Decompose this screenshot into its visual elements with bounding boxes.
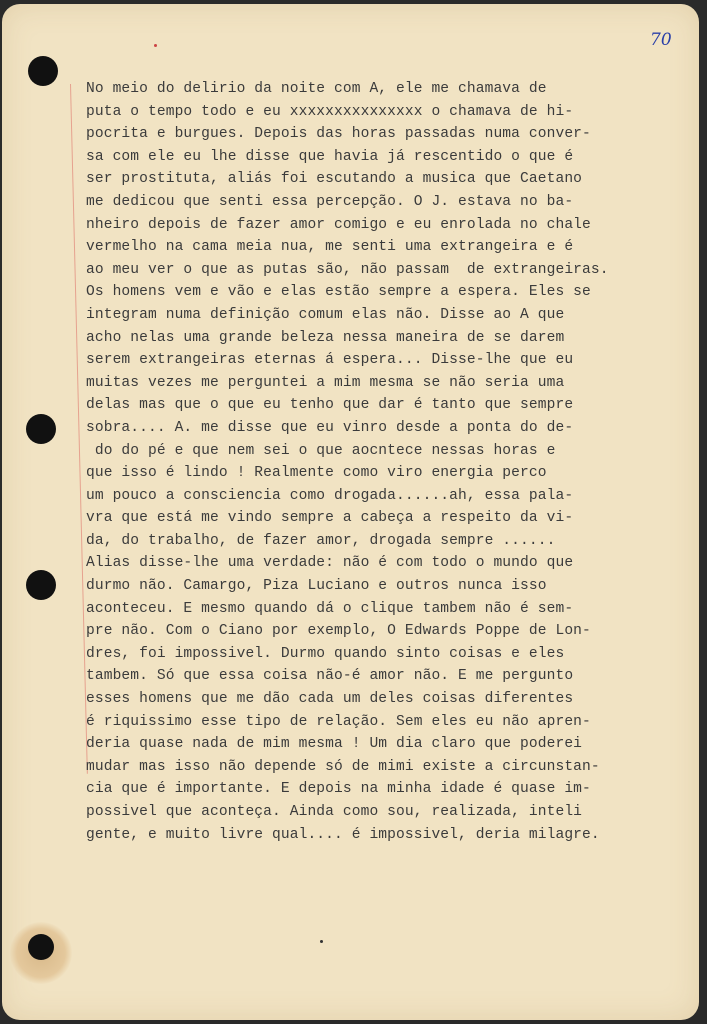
text-line: acho nelas uma grande beleza nessa maneira de se darem (86, 329, 565, 346)
punch-hole-top (28, 56, 58, 86)
text-line: que isso é lindo ! Realmente como viro energia perco (86, 465, 547, 482)
text-line: pre não. Com o Ciano por exemplo, O Edwards Poppe de Lon- (86, 623, 591, 640)
text-line: delas mas que o que eu tenho que dar é tanto que sempre (86, 397, 574, 414)
text-line: mudar mas isso não depende só de mimi existe a circunstan- (86, 758, 600, 775)
punch-hole-middle (26, 414, 56, 444)
text-line: vra que está me vindo sempre a cabeça a respeito da vi- (86, 510, 574, 527)
text-line: ao meu ver o que as putas são, não passam de extrangeiras. (86, 261, 609, 278)
text-line: tambem. Só que essa coisa não-é amor não. E me pergunto (86, 668, 574, 685)
text-line: é riquissimo esse tipo de relação. Sem eles eu não apren- (86, 713, 591, 730)
text-line: Alias disse-lhe uma verdade: não é com todo o mundo que (86, 555, 574, 572)
text-line: durmo não. Camargo, Piza Luciano e outros nunca isso (86, 578, 547, 595)
text-line: serem extrangeiras eternas á espera... Disse-lhe que eu (86, 352, 574, 369)
text-line: sa com ele eu lhe disse que havia já rescentido o que é (86, 148, 574, 165)
text-line: ser prostituta, aliás foi escutando a musica que Caetano (86, 171, 583, 188)
text-line: Os homens vem e vão e elas estão sempre a espera. Eles se (86, 284, 591, 301)
text-line: esses homens que me dão cada um deles coisas diferentes (86, 691, 574, 708)
text-line: aconteceu. E mesmo quando dá o clique tambem não é sem- (86, 600, 574, 617)
punch-hole-lower (26, 570, 56, 600)
punch-hole-bottom (28, 934, 54, 960)
text-line: No meio do delirio da noite com A, ele me chamava de (86, 81, 547, 97)
ink-speck (320, 940, 323, 943)
text-line: pocrita e burgues. Depois das horas passadas numa conver- (86, 126, 591, 143)
text-line: cia que é importante. E depois na minha idade é quase im- (86, 781, 591, 798)
text-line: gente, e muito livre qual.... é impossivel, deria milagre. (86, 826, 600, 843)
text-line: sobra.... A. me disse que eu vinro desde a ponta do de- (86, 419, 574, 436)
text-line: muitas vezes me perguntei a mim mesma se não seria uma (86, 374, 565, 391)
text-line: puta o tempo todo e eu xxxxxxxxxxxxxxx o chamava de hi- (86, 103, 574, 120)
text-line: nheiro depois de fazer amor comigo e eu enrolada no chale (86, 216, 591, 233)
text-line: integram numa definição comum elas não. Disse ao A que (86, 306, 565, 323)
page-number: 70 (650, 30, 672, 50)
typed-page (2, 4, 699, 1020)
ink-speck (154, 44, 157, 47)
text-line: deria quase nada de mim mesma ! Um dia claro que poderei (86, 736, 583, 753)
text-line: do do pé e que nem sei o que aocntece nessas horas e (86, 442, 556, 459)
text-line: dres, foi impossivel. Durmo quando sinto coisas e eles (86, 645, 565, 662)
text-line: da, do trabalho, de fazer amor, drogada sempre ...... (86, 532, 556, 549)
text-line: me dedicou que senti essa percepção. O J. estava no ba- (86, 193, 574, 210)
text-line: vermelho na cama meia nua, me senti uma extrangeira e é (86, 239, 574, 256)
typed-text (86, 78, 686, 846)
text-line: possivel que aconteça. Ainda como sou, realizada, inteli (86, 804, 583, 820)
text-line: um pouco a consciencia como drogada......ah, essa pala- (86, 487, 574, 504)
